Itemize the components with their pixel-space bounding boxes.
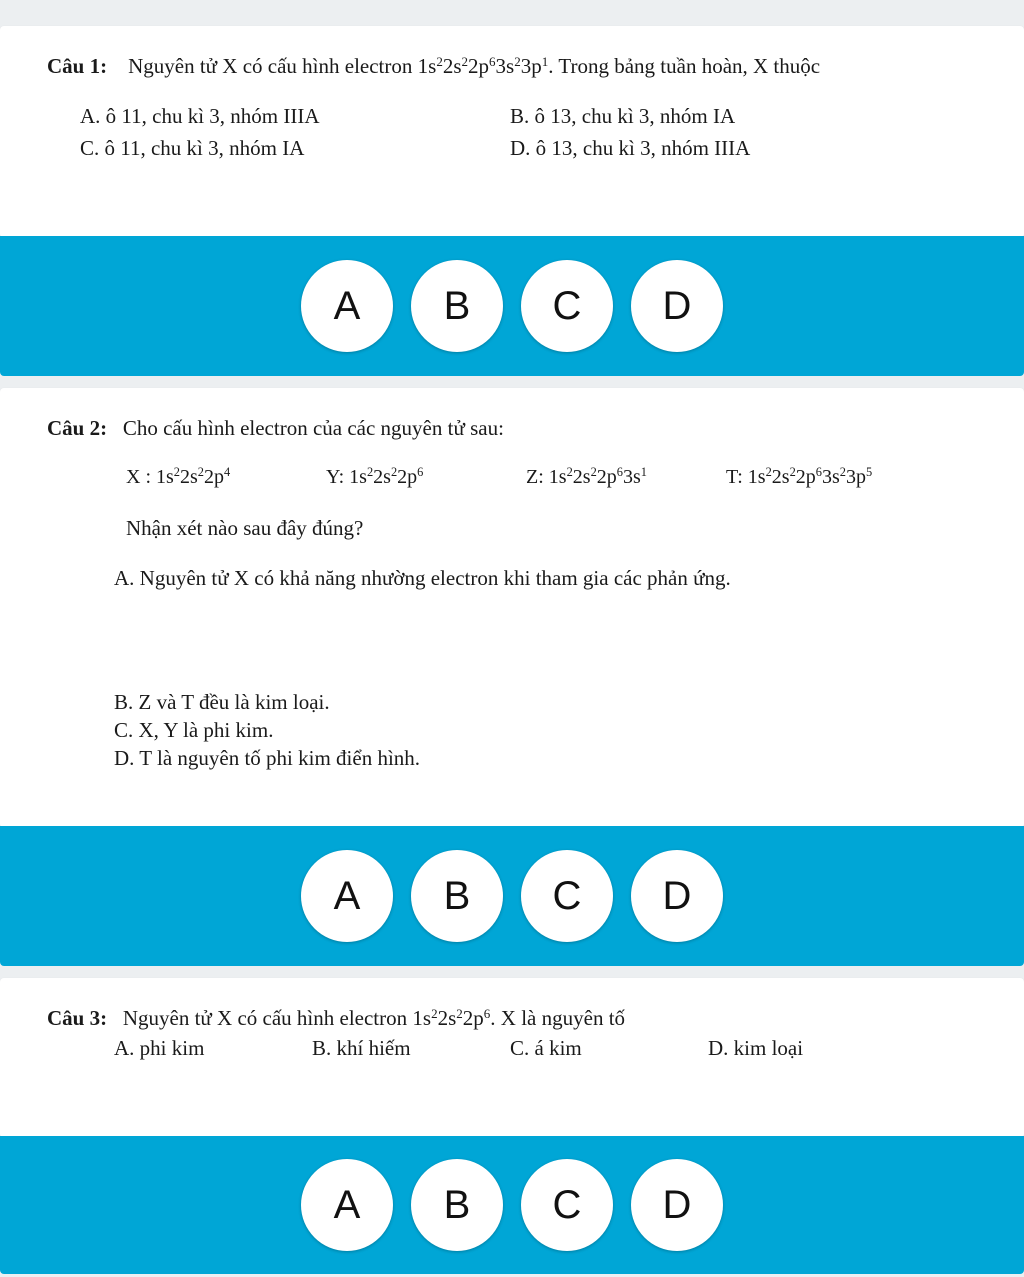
config-x: X : $1s^22s^22p^4$ bbox=[126, 465, 231, 488]
q3-answer-b-button[interactable]: B bbox=[411, 1159, 503, 1251]
q1-answer-a-button[interactable]: A bbox=[301, 260, 393, 352]
question-1-card bbox=[0, 26, 1024, 238]
q2-answer-b-button[interactable]: B bbox=[411, 850, 503, 942]
q3-answer-d-button[interactable]: D bbox=[631, 1159, 723, 1251]
q2-answer-a-button[interactable]: A bbox=[301, 850, 393, 942]
q1-answer-b-button[interactable]: B bbox=[411, 260, 503, 352]
question-2-option-a: A. Nguyên tử X có khả năng nhường electron khi tham gia các phản ứng. bbox=[114, 566, 731, 590]
q3-answer-a-button[interactable]: A bbox=[301, 1159, 393, 1251]
question-3-option-b: B. khí hiếm bbox=[312, 1036, 411, 1060]
question-1-option-d: D. ô 13, chu kì 3, nhóm IIIA bbox=[510, 136, 751, 160]
question-1-number: Câu 1: bbox=[47, 54, 108, 78]
question-3-card bbox=[0, 978, 1024, 1138]
question-3-option-a: A. phi kim bbox=[114, 1036, 205, 1060]
q1-answer-c-button[interactable]: C bbox=[521, 260, 613, 352]
question-1-option-c: C. ô 11, chu kì 3, nhóm IA bbox=[80, 136, 305, 160]
q3-answer-c-button[interactable]: C bbox=[521, 1159, 613, 1251]
question-1-option-a: A. ô 11, chu kì 3, nhóm IIIA bbox=[80, 104, 320, 128]
question-2-number: Câu 2: bbox=[47, 416, 108, 440]
question-2-card bbox=[0, 388, 1024, 828]
question-3-option-c: C. á kim bbox=[510, 1036, 582, 1060]
question-2-prompt: Nhận xét nào sau đây đúng? bbox=[126, 516, 364, 540]
config-t: T: $1s^22s^22p^63s^23p^5$ bbox=[726, 465, 873, 488]
question-3-option-d: D. kim loại bbox=[708, 1036, 804, 1060]
question-1-stem: Câu 1: Nguyên tử X có cấu hình electron $1s^22s^22p^63s^23p^1$. Trong bảng tuần hoàn, X thuộc bbox=[47, 53, 821, 78]
question-3-stem: Câu 3: Nguyên tử X có cấu hình electron $1s^22s^22p^6$. X là nguyên tố bbox=[47, 1005, 626, 1030]
question-2-stem: Câu 2: Cho cấu hình electron của các nguyên tử sau: bbox=[47, 416, 504, 440]
config-y: Y: $1s^22s^22p^6$ bbox=[326, 465, 424, 488]
question-2-answer-bar bbox=[0, 826, 1024, 966]
q1-answer-d-button[interactable]: D bbox=[631, 260, 723, 352]
q2-answer-c-button[interactable]: C bbox=[521, 850, 613, 942]
question-2-option-b: B. Z và T đều là kim loại. bbox=[114, 690, 330, 714]
question-1-answer-bar bbox=[0, 236, 1024, 376]
question-3-answer-bar bbox=[0, 1136, 1024, 1274]
q2-answer-d-button[interactable]: D bbox=[631, 850, 723, 942]
question-3-number: Câu 3: bbox=[47, 1006, 108, 1030]
config-z: Z: $1s^22s^22p^63s^1$ bbox=[526, 465, 647, 488]
question-2-option-c: C. X, Y là phi kim. bbox=[114, 718, 274, 742]
question-2-option-d: D. T là nguyên tố phi kim điển hình. bbox=[114, 746, 421, 770]
question-1-option-b: B. ô 13, chu kì 3, nhóm IA bbox=[510, 104, 736, 128]
